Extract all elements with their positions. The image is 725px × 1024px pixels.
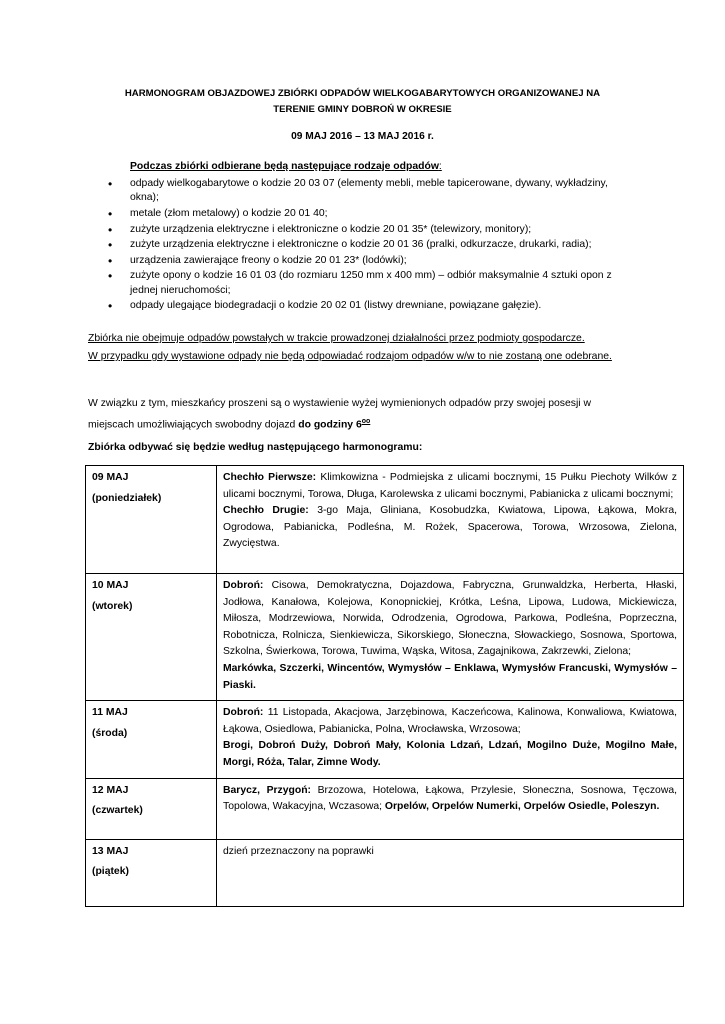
list-item: • odpady wielkogabarytowe o kodzie 20 03 07 (elementy mebli, meble tapicerowane, dywany, wykładziny, okna);: [108, 177, 638, 206]
day-weekday: (środa): [92, 727, 128, 739]
areas-cell: [217, 701, 684, 778]
street-list: Cisowa, Demokratyczna, Dojazdowa, Fabryczna, Grunwaldzka, Herberta, Hłaski, Jodłowa, Kanałowa, Kolejowa, Konopnickiej, Krótka, Leśna, Lipowa, Ludowa, Mickiewicza, Miłosza, Modrzewiowa, Norwida, Odrodzenia, Ogrodowa, Parkowa, Podleśna, Poprzeczna, Robotnicza, Rolnicza, Sienkiewicza, Sikorskiego, Słoneczna, Słowackiego, Sosnowa, Sportowa, Szkolna, Świerkowa, Torowa, Tuwima, Wąska, Witosa, Zagajnikowa, Zakrzewki, Zielona;: [223, 580, 677, 658]
locality-label: Chechło Pierwsze:: [223, 472, 317, 483]
street-list: 11 Listopada, Akacjowa, Jarzębinowa, Kaczeńcowa, Kalinowa, Konwaliowa, Kwiatowa, Łąkowa, Osiedlowa, Pabianicka, Polna, Wrocławska, Wrzosowa;: [223, 707, 677, 735]
locality-label: Barycz, Przygoń:: [223, 784, 312, 796]
day-date: 10 MAJ: [92, 580, 129, 591]
locality-label: Orpelów, Orpelów Numerki, Orpelów Osiedle, Poleszyn.: [384, 801, 660, 813]
day-cell: [86, 839, 217, 906]
placement-request: [88, 395, 638, 434]
day-weekday: (wtorek): [92, 600, 133, 612]
locality-label: Markówka, Szczerki, Wincentów, Wymysłów – Enklawa, Wymysłów Francuski, Wymysłów – Piaski.: [223, 662, 677, 691]
title-line-1: HARMONOGRAM OBJAZDOWEJ ZBIÓRKI ODPADÓW WIELKOGABARYTOWYCH ORGANIZOWANEJ NA: [124, 88, 601, 99]
list-item: • urządzenia zawierające freony o kodzie 20 01 23* (lodówki);: [108, 254, 638, 268]
list-item: • zużyte opony o kodzie 16 01 03 (do rozmiaru 1250 mm x 400 mm) – odbiór maksymalnie 4 sztuki opon z jednej nieruchomości;: [108, 269, 638, 298]
day-cell: [86, 466, 217, 574]
day-cell: [86, 701, 217, 778]
table-row: [86, 778, 684, 839]
day-date: 13 MAJ: [92, 845, 129, 857]
areas-cell: [217, 839, 684, 906]
street-list: 3-go Maja, Gliniana, Kosobudzka, Kwiatowa, Lipowa, Łąkowa, Mokra, Ogrodowa, Pabianicka, Podleśna, M. Rożek, Spacerowa, Torowa, Wrzosowa, Zielona, Zwycięstwa.: [223, 505, 678, 550]
day-date: 11 MAJ: [92, 707, 128, 719]
list-item: • zużyte urządzenia elektryczne i elektroniczne o kodzie 20 01 36 (pralki, odkurzacze, drukarki, radia);: [108, 238, 638, 252]
locality-label: Chechło Drugie:: [223, 505, 309, 517]
street-list: dzień przeznaczony na poprawki: [223, 845, 374, 857]
schedule-table: [85, 465, 684, 907]
waste-types-intro-colon: :: [438, 161, 442, 172]
table-row: [86, 839, 684, 906]
schedule-heading: Zbiórka odbywać się będzie według następującego harmonogramu:: [88, 442, 423, 453]
deadline-text: do godziny 6: [298, 419, 362, 431]
deadline-superscript: oo: [361, 417, 371, 425]
table-row: [86, 466, 684, 574]
waste-types-intro-text: Podczas zbiórki odbierane będą następujące rodzaje odpadów: [130, 161, 439, 172]
day-date: 12 MAJ: [92, 784, 129, 796]
day-weekday: (piątek): [92, 866, 129, 878]
areas-cell: [217, 466, 684, 574]
mismatch-notice: W przypadku gdy wystawione odpady nie będą odpowiadać rodzajom odpadów w/w to nie zostaną one odebrane.: [88, 351, 612, 362]
document-title: [90, 86, 635, 118]
locality-label: Brogi, Dobroń Duży, Dobroń Mały, Kolonia Ldzań, Ldzań, Mogilno Duże, Mogilno Małe, Morgi, Róża, Talar, Zimne Wody.: [223, 740, 677, 768]
placement-request-text: W związku z tym, mieszkańcy proszeni są o wystawienie wyżej wymienionych odpadów przy swojej posesji w miejscach umożliwiających swobodny dojazd: [88, 398, 591, 431]
day-weekday: (czwartek): [92, 805, 143, 817]
day-cell: [86, 778, 217, 839]
table-row: [86, 701, 684, 778]
list-item: • metale (złom metalowy) o kodzie 20 01 40;: [108, 207, 638, 221]
locality-label: Dobroń:: [223, 580, 264, 591]
areas-cell: [217, 574, 684, 701]
title-line-2: TERENIE GMINY DOBROŃ W OKRESIE: [273, 104, 452, 115]
day-cell: [86, 574, 217, 701]
list-item: • zużyte urządzenia elektryczne i elektroniczne o kodzie 20 01 35* (telewizory, monitory);: [108, 223, 638, 237]
street-list: Brzozowa, Hotelowa, Łąkowa, Przylesie, Słoneczna, Sosnowa, Tęczowa, Topolowa, Wakacyjna, Wczasowa;: [223, 784, 677, 813]
waste-types-list: [108, 177, 638, 315]
day-date: 09 MAJ: [92, 472, 129, 483]
exclusion-notice: Zbiórka nie obejmuje odpadów powstałych w trakcie prowadzonej działalności przez podmioty gospodarcze.: [88, 333, 585, 344]
waste-types-intro: [130, 161, 442, 172]
locality-label: Dobroń:: [223, 707, 264, 719]
table-row: [86, 574, 684, 701]
areas-cell: [217, 778, 684, 839]
day-weekday: (poniedziałek): [92, 492, 162, 504]
list-item: • odpady ulegające biodegradacji o kodzie 20 02 01 (listwy drewniane, powiązane gałęzie).: [108, 299, 638, 313]
street-list: Klimkowizna - Podmiejska z ulicami bocznymi, 15 Pułku Piechoty Wilków z ulicami bocznymi, Torowa, Długa, Karolewska z ulicami bocznymi, Pabianicka z ulicami bocznymi;: [223, 472, 678, 500]
date-range: 09 MAJ 2016 – 13 MAJ 2016 r.: [291, 131, 434, 142]
